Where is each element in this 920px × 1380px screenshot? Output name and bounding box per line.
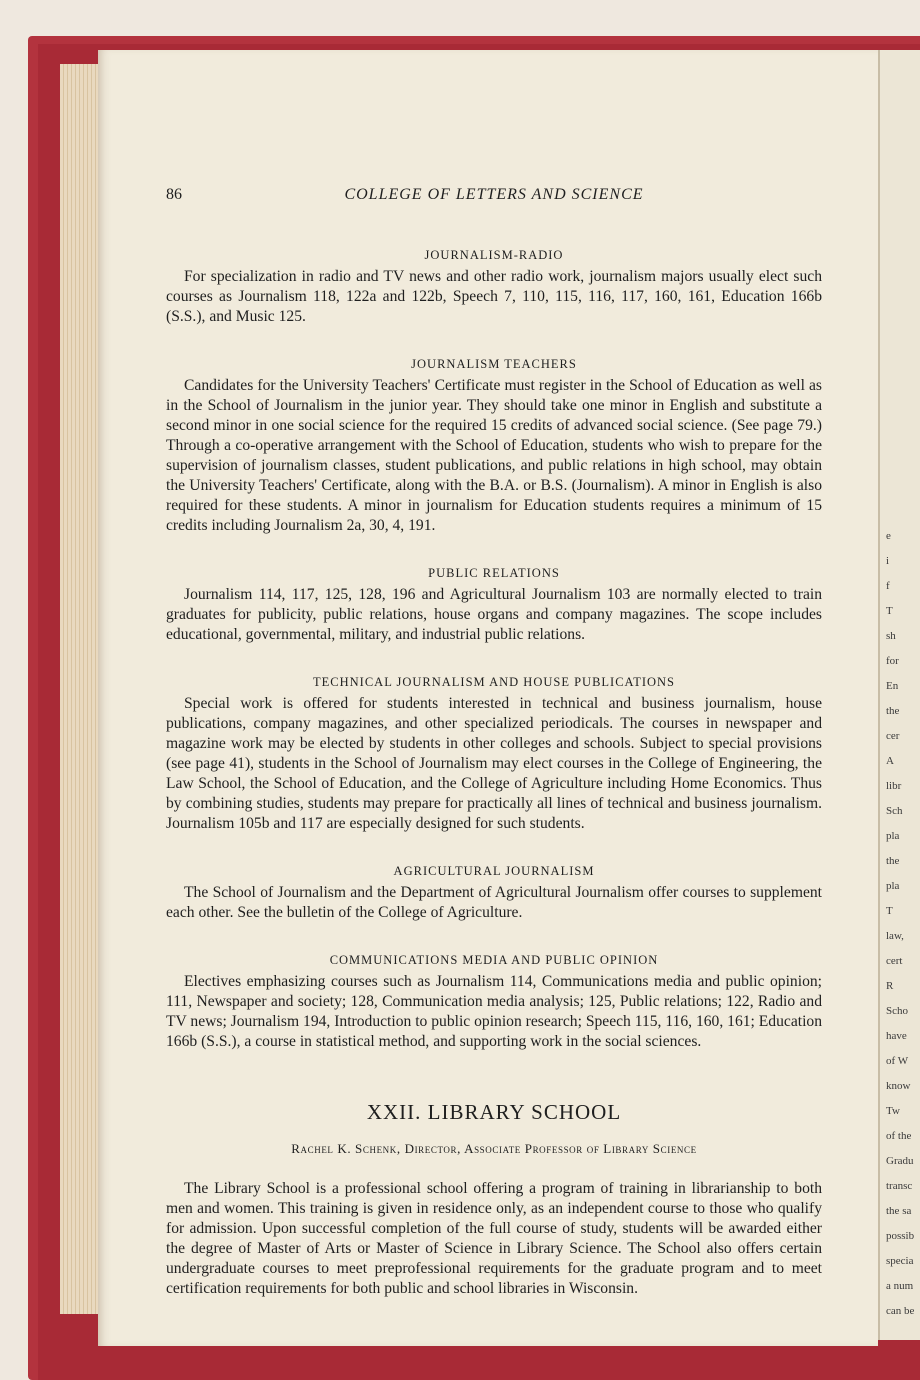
- adjacent-page-fragment: Gradu: [886, 1155, 914, 1167]
- running-head: [166, 186, 822, 212]
- adjacent-page-fragment: can be: [886, 1305, 915, 1317]
- section-text-communications-media: Electives emphasizing courses such as Journalism 114, Communications media and public opinion; 111, Newspaper and society; 128, Communication media analysis; 125, Public relations; 122, Radio and TV news; Journalism 194, Introduction to public opinion research; Speech 115, 116, 160, 161; Education 166b (S.S.), a course in statistical method, and supporting work in the social sciences.: [166, 973, 822, 1050]
- adjacent-page-fragment: pla: [886, 830, 900, 842]
- adjacent-page-fragment: the: [886, 705, 900, 717]
- printed-page: [98, 50, 878, 1346]
- adjacent-page-fragment: A: [886, 755, 894, 767]
- page-number: 86: [166, 186, 182, 203]
- adjacent-page-fragment: pla: [886, 880, 900, 892]
- section-heading-journalism-teachers: JOURNALISM TEACHERS: [411, 357, 577, 371]
- section-text-journalism-radio: For specialization in radio and TV news and other radio work, journalism majors usually elect such courses as Journalism 118, 122a and 122b, Speech 7, 110, 115, 116, 117, 160, 161, Education 166b (S.S.), and Music 125.: [166, 268, 822, 325]
- adjacent-page-fragment: Sch: [886, 805, 903, 817]
- section-text-journalism-teachers: Candidates for the University Teachers' Certificate must register in the School of Education as well as in the School of Journalism in the junior year. They should take one minor in English and substitute a second minor in one social science for the required 15 credits of advanced social science. (See page 79.) Through a co-operative arrangement with the School of Education, students who wish to prepare for the supervision of journalism classes, student publications, and public relations in high school, may obtain the University Teachers' Certificate, along with the B.A. or B.S. (Journalism). A minor in English is also required for these students. A minor in journalism for Education students requires a minimum of 15 credits including Journalism 2a, 30, 4, 191.: [166, 377, 822, 534]
- adjacent-page-fragment: e: [886, 530, 891, 542]
- section-heading-public-relations: PUBLIC RELATIONS: [428, 566, 560, 580]
- adjacent-page-edge: [878, 50, 920, 1340]
- adjacent-page-fragment: of the: [886, 1130, 912, 1142]
- section-heading-communications-media: COMMUNICATIONS MEDIA AND PUBLIC OPINION: [329, 953, 659, 967]
- adjacent-page-fragment: T: [886, 605, 893, 617]
- adjacent-page-fragment: specia: [886, 1255, 914, 1267]
- adjacent-page-fragment: En: [886, 680, 899, 692]
- chapter-text-library-school: The Library School is a professional school offering a program of training in librarianship to both men and women. This training is given in residence only, as an independent course to those who qualify for admission. Upon successful completion of the full course of study, students will be awarded either the degree of Master of Arts or Master of Science in Library Science. The School also offers certain undergraduate courses to meet preprofessional requirements for the graduate program and to meet certification requirements for both public and school libraries in Wisconsin.: [166, 1180, 822, 1297]
- adjacent-page-fragment: Scho: [886, 1005, 908, 1017]
- adjacent-page-fragment: cer: [886, 730, 900, 742]
- chapter-title: XXII. LIBRARY SCHOOL: [366, 1100, 622, 1124]
- adjacent-page-fragment: possib: [886, 1230, 915, 1242]
- section-text-agricultural-journalism: The School of Journalism and the Department of Agricultural Journalism offer courses to supplement each other. See the bulletin of the College of Agriculture.: [166, 884, 822, 921]
- adjacent-page-fragment: R: [886, 980, 894, 992]
- adjacent-page-fragment: Tw: [886, 1105, 900, 1117]
- adjacent-page-fragment: the sa: [886, 1205, 912, 1217]
- adjacent-page-fragment: T: [886, 905, 893, 917]
- section-heading-agricultural-journalism: AGRICULTURAL JOURNALISM: [393, 864, 595, 878]
- chapter-director-line: Rachel K. Schenk, Director, Associate Professor of Library Science: [291, 1141, 697, 1156]
- adjacent-page-fragment: have: [886, 1030, 907, 1042]
- adjacent-page-fragment: know: [886, 1080, 911, 1092]
- adjacent-page-fragment: libr: [886, 780, 902, 792]
- section-text-public-relations: Journalism 114, 117, 125, 128, 196 and Agricultural Journalism 103 are normally elected to train graduates for publicity, public relations, house organs and company magazines. The scope includes educational, governmental, military, and industrial public relations.: [166, 586, 822, 643]
- section-text-technical-journalism: Special work is offered for students interested in technical and business journalism, house publications, company magazines, and other specialized periodicals. The courses in newspaper and magazine work may be elected by students in other colleges and schools. Subject to special provisions (see page 41), students in the School of Journalism may elect courses in the College of Engineering, the Law School, the School of Education, and the College of Agriculture including Home Economics. Thus by combining studies, students may prepare for practically all lines of technical and business journalism. Journalism 105b and 117 are especially designed for such students.: [166, 695, 822, 832]
- running-head-title: COLLEGE OF LETTERS AND SCIENCE: [344, 186, 644, 203]
- adjacent-page-fragment: of W: [886, 1055, 909, 1067]
- page-content: [166, 186, 822, 1299]
- page-edges: [60, 64, 100, 1314]
- adjacent-page-fragment: a num: [886, 1280, 914, 1292]
- adjacent-page-fragment: the: [886, 855, 900, 867]
- adjacent-page-fragment: sh: [886, 630, 896, 642]
- adjacent-page-fragment: i: [886, 555, 890, 567]
- adjacent-page-fragment: f: [886, 580, 890, 592]
- adjacent-page-fragment: transc: [886, 1180, 913, 1192]
- adjacent-page-fragment: for: [886, 655, 899, 667]
- adjacent-page-fragment: law,: [886, 930, 904, 942]
- adjacent-page-fragment: cert: [886, 955, 903, 967]
- section-heading-technical-journalism: TECHNICAL JOURNALISM AND HOUSE PUBLICATIONS: [313, 675, 675, 689]
- section-heading-journalism-radio: JOURNALISM-RADIO: [424, 248, 564, 262]
